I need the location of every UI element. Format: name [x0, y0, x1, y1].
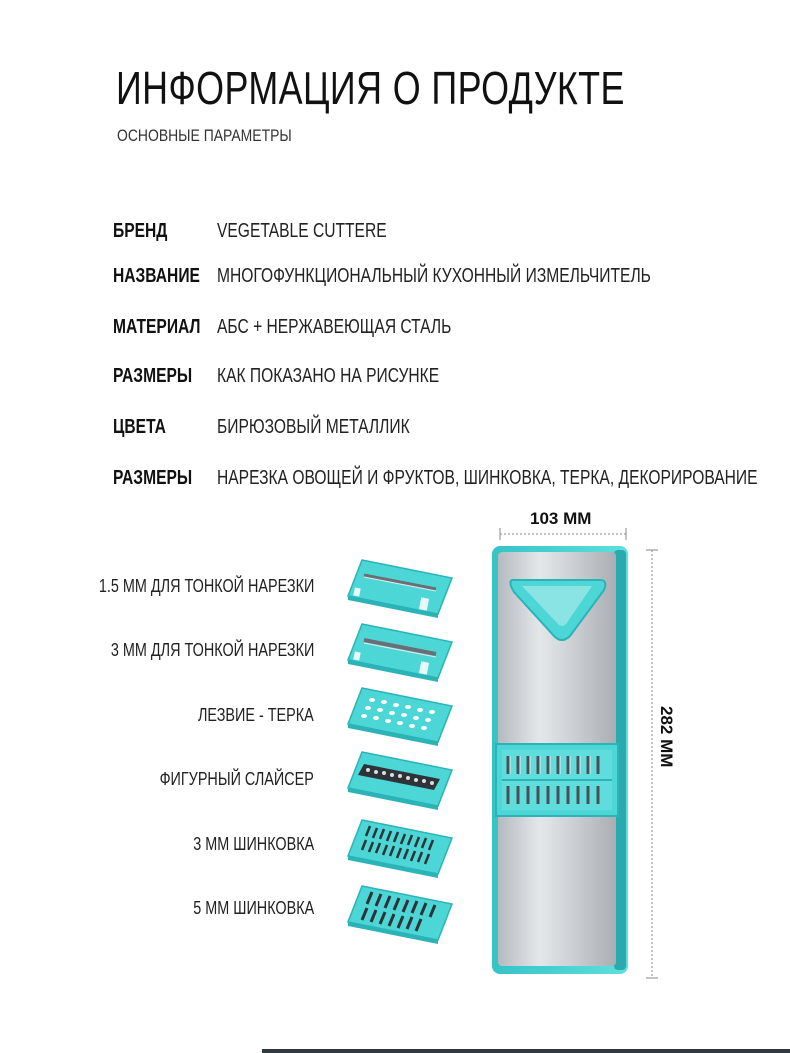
page-subtitle: ОСНОВНЫЕ ПАРАМЕТРЫ [117, 126, 292, 145]
spec-value: НАРЕЗКА ОВОЩЕЙ И ФРУКТОВ, ШИНКОВКА, ТЕРКА, ДЕКОРИРОВАНИЕ [217, 467, 758, 489]
blade-label-wavy: ФИГУРНЫЙ СЛАЙСЕР [159, 769, 314, 789]
height-dimension-label: 282 ММ [657, 706, 676, 768]
spec-label: РАЗМЕРЫ [113, 365, 193, 387]
grater-blade-icon [340, 686, 460, 748]
spec-value: БИРЮЗОВЫЙ МЕТАЛЛИК [217, 416, 410, 438]
blade-label-slicing-3: 3 ММ ДЛЯ ТОНКОЙ НАРЕЗКИ [110, 640, 314, 660]
spec-label: ЦВЕТА [113, 416, 166, 438]
slicing-blade-icon [340, 622, 460, 682]
julienne-blade-icon [340, 816, 460, 880]
width-dimension-line [498, 528, 628, 540]
spec-label: МАТЕРИАЛ [113, 316, 201, 338]
page-title: ИНФОРМАЦИЯ О ПРОДУКТЕ [116, 62, 625, 114]
spec-value: МНОГОФУНКЦИОНАЛЬНЫЙ КУХОННЫЙ ИЗМЕЛЬЧИТЕЛЬ [217, 265, 651, 287]
spec-value: VEGETABLE CUTTERE [217, 220, 387, 242]
spec-label: РАЗМЕРЫ [113, 467, 193, 489]
julienne-blade-icon [340, 882, 460, 946]
spec-value: АБС + НЕРЖАВЕЮЩАЯ СТАЛЬ [217, 316, 452, 338]
vegetable-cutter-image [488, 540, 633, 980]
spec-label: НАЗВАНИЕ [113, 265, 200, 287]
spec-value: КАК ПОКАЗАНО НА РИСУНКЕ [217, 365, 440, 387]
blade-label-grater: ЛЕЗВИЕ - ТЕРКА [198, 705, 314, 725]
width-dimension-label: 103 ММ [530, 509, 592, 528]
divider [262, 1049, 790, 1053]
wavy-slicer-icon [340, 750, 460, 812]
slicing-blade-icon [340, 558, 460, 618]
spec-label: БРЕНД [113, 220, 168, 242]
blade-label-julienne-5: 5 ММ ШИНКОВКА [193, 898, 314, 918]
blade-label-slicing-1-5: 1.5 ММ ДЛЯ ТОНКОЙ НАРЕЗКИ [98, 576, 314, 596]
blade-label-julienne-3: 3 ММ ШИНКОВКА [193, 834, 314, 854]
